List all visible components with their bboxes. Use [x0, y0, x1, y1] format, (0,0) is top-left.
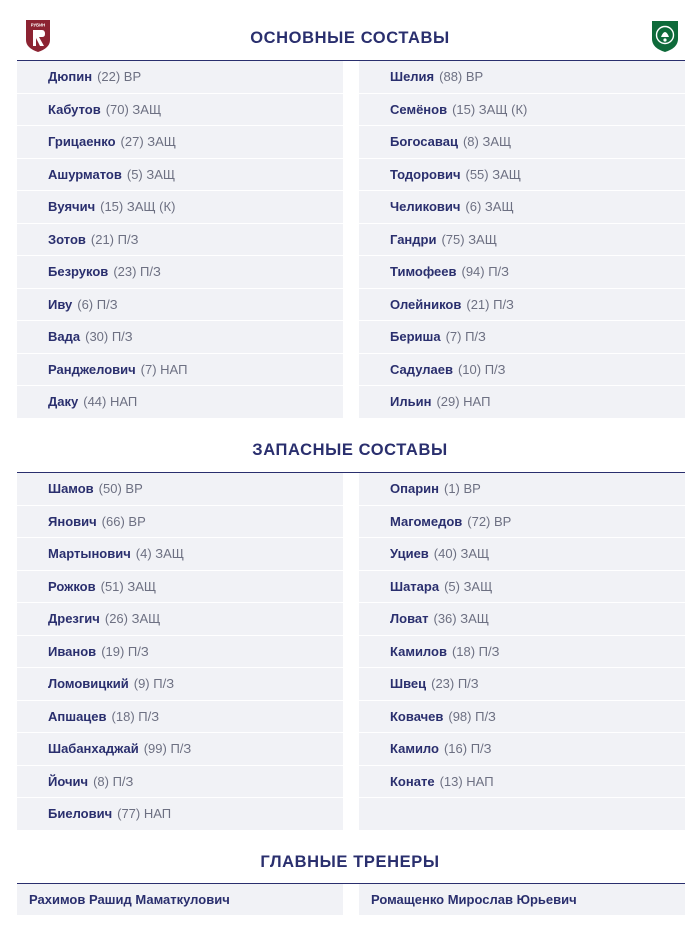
away-head-coach: Ромащенко Мирослав Юрьевич — [359, 884, 685, 915]
player-name: Шатара — [390, 578, 440, 594]
list-item — [17, 506, 343, 538]
list-item — [359, 603, 685, 635]
list-item — [359, 386, 685, 418]
home-substitutes — [17, 473, 343, 831]
list-item — [359, 191, 685, 223]
player-info: (30) П/З — [85, 329, 133, 345]
player-info: (15) ЗАЩ (К) — [452, 101, 528, 117]
player-info: (18) П/З — [111, 708, 160, 724]
player-info: (55) ЗАЩ — [465, 166, 521, 182]
list-item — [17, 321, 343, 353]
list-item — [359, 506, 685, 538]
player-name: Камилов — [390, 643, 447, 659]
player-name: Камило — [390, 741, 439, 757]
list-item — [17, 354, 343, 386]
player-info: (8) П/З — [93, 773, 134, 789]
player-info: (75) ЗАЩ — [441, 231, 497, 247]
list-item — [359, 159, 685, 191]
player-info: (23) П/З — [113, 264, 161, 280]
player-info: (10) П/З — [457, 361, 506, 377]
list-item — [359, 733, 685, 765]
player-name: Йочич — [48, 773, 89, 789]
home-head-coach: Рахимов Рашид Маматкулович — [17, 884, 343, 915]
list-item — [17, 94, 343, 126]
player-info: (21) П/З — [466, 296, 514, 312]
player-info: (1) ВР — [443, 481, 481, 497]
player-info: (13) НАП — [439, 773, 494, 789]
list-item — [17, 766, 343, 798]
player-name: Челикович — [390, 199, 461, 215]
player-name: Иванов — [48, 643, 97, 659]
list-item — [359, 636, 685, 668]
player-name: Биелович — [48, 806, 113, 822]
player-info: (23) П/З — [431, 676, 479, 692]
player-info: (36) ЗАЩ — [433, 611, 489, 627]
player-info: (27) ЗАЩ — [120, 134, 176, 150]
list-item — [359, 766, 685, 798]
player-info: (98) П/З — [448, 708, 496, 724]
player-name: Ловат — [390, 611, 429, 627]
player-name: Ранджелович — [48, 361, 136, 377]
player-name: Грицаенко — [48, 134, 116, 150]
list-item — [17, 668, 343, 700]
list-item — [359, 538, 685, 570]
player-name: Садулаев — [390, 361, 453, 377]
list-item — [17, 571, 343, 603]
player-info: (26) ЗАЩ — [104, 611, 161, 627]
player-info: (51) ЗАЩ — [100, 578, 157, 594]
substitutes-title: ЗАПАСНЫЕ СОСТАВЫ — [252, 441, 448, 459]
player-name: Шабанхаджай — [48, 741, 139, 757]
player-info: (22) ВР — [97, 69, 142, 85]
list-item — [17, 126, 343, 158]
player-info: (88) ВР — [439, 69, 484, 85]
player-name: Янович — [48, 513, 97, 529]
player-name: Ашурматов — [48, 166, 122, 182]
player-name: Дюпин — [48, 69, 93, 85]
player-name: Даку — [48, 394, 79, 410]
list-item — [17, 289, 343, 321]
list-item — [17, 256, 343, 288]
list-item — [17, 386, 343, 418]
list-item — [17, 798, 343, 830]
player-info: (15) ЗАЩ (К) — [100, 199, 176, 215]
list-item — [359, 61, 685, 93]
player-name: Тимофеев — [390, 264, 457, 280]
player-name: Иву — [48, 296, 73, 312]
player-info: (4) ЗАЩ — [135, 546, 184, 562]
home-main-lineup — [17, 61, 343, 419]
away-main-lineup — [359, 61, 685, 419]
player-name: Семёнов — [390, 101, 448, 117]
player-info: (6) П/З — [77, 296, 118, 312]
list-item — [359, 354, 685, 386]
away-substitutes — [359, 473, 685, 831]
player-info: (16) П/З — [443, 741, 492, 757]
list-item — [359, 289, 685, 321]
list-item — [17, 701, 343, 733]
player-info: (21) П/З — [90, 231, 139, 247]
player-name: Шелия — [390, 69, 435, 85]
player-name: Шамов — [48, 481, 94, 497]
player-info: (40) ЗАЩ — [433, 546, 490, 562]
list-item — [17, 603, 343, 635]
player-name: Ломовицкий — [48, 676, 129, 692]
list-item — [359, 94, 685, 126]
player-info: (77) НАП — [117, 806, 172, 822]
list-item — [359, 321, 685, 353]
player-name: Тодорович — [390, 166, 461, 182]
list-item — [17, 61, 343, 93]
head-coaches-title: ГЛАВНЫЕ ТРЕНЕРЫ — [260, 853, 440, 871]
list-item — [359, 701, 685, 733]
list-item — [17, 733, 343, 765]
player-name: Мартынович — [48, 546, 131, 562]
player-info: (72) ВР — [467, 513, 512, 529]
main-lineups-title: ОСНОВНЫЕ СОСТАВЫ — [250, 29, 450, 47]
player-name: Рожков — [48, 578, 96, 594]
list-item — [359, 126, 685, 158]
player-name: Зотов — [48, 231, 86, 247]
player-info: (6) ЗАЩ — [465, 199, 514, 215]
list-item — [17, 159, 343, 191]
player-name: Гандри — [390, 231, 437, 247]
player-name: Бериша — [390, 329, 441, 345]
player-info: (7) П/З — [445, 329, 486, 345]
list-item — [359, 473, 685, 505]
player-info: (7) НАП — [140, 361, 188, 377]
player-info: (70) ЗАЩ — [105, 101, 162, 117]
player-name: Олейников — [390, 296, 462, 312]
player-name: Швец — [390, 676, 427, 692]
list-item — [17, 538, 343, 570]
list-item — [17, 636, 343, 668]
player-info: (5) ЗАЩ — [444, 578, 493, 594]
list-item — [17, 224, 343, 256]
list-item — [359, 571, 685, 603]
player-info: (19) П/З — [101, 643, 149, 659]
player-name: Кабутов — [48, 101, 101, 117]
player-name: Вада — [48, 329, 81, 345]
player-info: (9) П/З — [133, 676, 175, 692]
player-info: (50) ВР — [98, 481, 143, 497]
player-info: (94) П/З — [461, 264, 510, 280]
player-name: Вуячич — [48, 199, 96, 215]
empty-list-item — [359, 798, 685, 830]
player-name: Магомедов — [390, 513, 463, 529]
list-item — [359, 668, 685, 700]
player-info: (99) П/З — [143, 741, 192, 757]
player-name: Дрезгич — [48, 611, 100, 627]
player-name: Безруков — [48, 264, 109, 280]
player-name: Богосавац — [390, 134, 458, 150]
list-item — [17, 473, 343, 505]
player-name: Апшацев — [48, 708, 107, 724]
player-info: (5) ЗАЩ — [126, 166, 176, 182]
player-name: Уциев — [390, 546, 429, 562]
player-info: (29) НАП — [436, 394, 491, 410]
list-item — [17, 191, 343, 223]
player-info: (66) ВР — [101, 513, 146, 529]
home-club-logo-text: РУБИН — [30, 22, 46, 28]
player-info: (44) НАП — [83, 394, 138, 410]
player-info: (18) П/З — [451, 643, 500, 659]
player-name: Опарин — [390, 481, 439, 497]
player-name: Ильин — [390, 394, 432, 410]
list-item — [359, 224, 685, 256]
player-name: Ковачев — [390, 708, 444, 724]
player-info: (8) ЗАЩ — [462, 134, 512, 150]
list-item — [359, 256, 685, 288]
player-name: Конате — [390, 773, 435, 789]
